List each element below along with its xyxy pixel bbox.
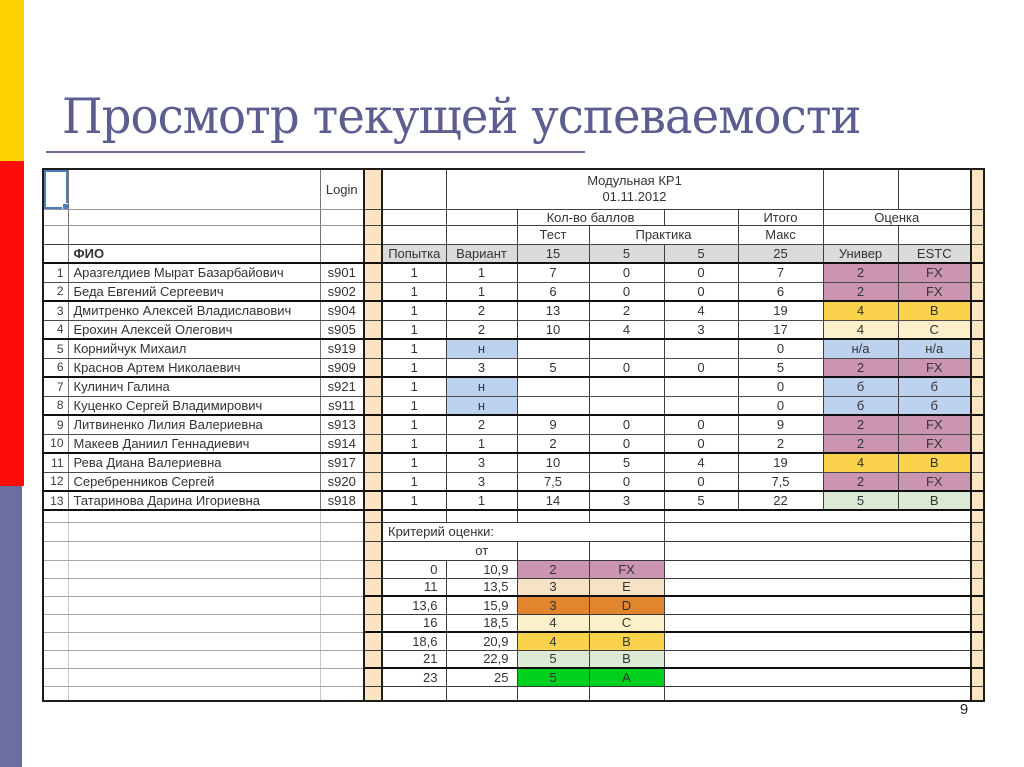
accent-bar-red (0, 161, 24, 486)
student-name-cell: Корнийчук Михаил (68, 339, 320, 358)
test-score-cell: 10 (517, 453, 589, 472)
row-number-cell: 8 (43, 396, 68, 415)
criteria-grade-cell: 4 (517, 632, 589, 650)
selected-cell (43, 169, 68, 209)
variant-cell: н (446, 396, 517, 415)
test-score-cell: 10 (517, 320, 589, 339)
criteria-letter-cell: A (589, 668, 664, 686)
variant-cell: 2 (446, 320, 517, 339)
spacer-cell (971, 434, 984, 453)
row-number-cell: 12 (43, 472, 68, 491)
spacer-cell (364, 472, 382, 491)
empty-cell (68, 169, 320, 209)
criteria-letter-cell: FX (589, 560, 664, 578)
points-header-row (43, 209, 984, 225)
student-name-cell: Рева Диана Валериевна (68, 453, 320, 472)
variant-cell: н (446, 339, 517, 358)
spacer-cell (971, 282, 984, 301)
spacer-cell (364, 686, 382, 701)
login-cell: s909 (320, 358, 364, 377)
student-row (43, 320, 984, 339)
spacer-cell (364, 632, 382, 650)
practice1-score-cell: 0 (589, 434, 664, 453)
attempt-cell: 1 (382, 282, 446, 301)
test-score-cell: 6 (517, 282, 589, 301)
spacer-cell (364, 434, 382, 453)
practice1-max: 5 (589, 244, 664, 263)
spacer-cell (971, 578, 984, 596)
spacer-cell (364, 263, 382, 282)
spacer-cell (364, 320, 382, 339)
practice1-score-cell (589, 377, 664, 396)
sheet-footer-rows (43, 686, 984, 701)
practice2-max: 5 (664, 244, 738, 263)
login-cell: s921 (320, 377, 364, 396)
test-score-cell (517, 377, 589, 396)
variant-cell: 1 (446, 263, 517, 282)
univer-grade-cell: 4 (823, 320, 898, 339)
practice2-score-cell (664, 339, 738, 358)
criteria-grade-cell: 4 (517, 614, 589, 632)
criteria-from-label: от (382, 541, 517, 560)
spacer-cell (364, 510, 382, 522)
login-cell: s901 (320, 263, 364, 282)
spacer-cell (971, 339, 984, 358)
spacer-cell (971, 396, 984, 415)
practice1-score-cell: 4 (589, 320, 664, 339)
max-header: Макс (738, 225, 823, 244)
student-name-cell: Татаринова Дарина Игориевна (68, 491, 320, 510)
criteria-from-cell: 21 (382, 650, 446, 668)
attempt-cell: 1 (382, 263, 446, 282)
criteria-grade-cell: 3 (517, 596, 589, 614)
row-number-cell: 9 (43, 415, 68, 434)
spreadsheet-screenshot (42, 168, 985, 702)
spacer-cell (364, 453, 382, 472)
spacer-cell (364, 541, 382, 560)
test-header: Тест (517, 225, 589, 244)
total-score-cell: 7,5 (738, 472, 823, 491)
row-number-cell: 2 (43, 282, 68, 301)
spacer-cell (364, 491, 382, 510)
spacer-cell (971, 358, 984, 377)
criteria-row (43, 596, 984, 614)
attempt-cell: 1 (382, 377, 446, 396)
spacer-cell (971, 614, 984, 632)
attempt-cell: 1 (382, 472, 446, 491)
spacer-cell (971, 510, 984, 522)
row-number-cell: 13 (43, 491, 68, 510)
spacer-cell (971, 301, 984, 320)
total-score-cell: 9 (738, 415, 823, 434)
practice2-score-cell (664, 396, 738, 415)
practice2-score-cell: 0 (664, 415, 738, 434)
variant-cell: н (446, 377, 517, 396)
spacer-cell (971, 263, 984, 282)
estc-grade-cell: FX (898, 434, 971, 453)
practice2-score-cell (664, 377, 738, 396)
student-row (43, 415, 984, 434)
title-underline (46, 151, 585, 153)
sheet-header-rows (43, 169, 984, 263)
spacer-cell (364, 169, 382, 209)
practice1-score-cell (589, 339, 664, 358)
practice2-score-cell: 0 (664, 358, 738, 377)
spacer-cell (971, 541, 984, 560)
practice1-score-cell: 3 (589, 491, 664, 510)
variant-cell: 1 (446, 491, 517, 510)
practice1-score-cell: 0 (589, 358, 664, 377)
module-date: 01.11.2012 (602, 189, 667, 205)
row-number-cell: 6 (43, 358, 68, 377)
total-score-cell: 17 (738, 320, 823, 339)
test-score-cell: 14 (517, 491, 589, 510)
criteria-to-cell: 18,5 (446, 614, 517, 632)
student-row (43, 396, 984, 415)
estc-grade-cell: B (898, 491, 971, 510)
test-max: 15 (517, 244, 589, 263)
spacer-cell (971, 491, 984, 510)
student-name-cell: Макеев Даниил Геннадиевич (68, 434, 320, 453)
module-header-row (43, 169, 984, 209)
criteria-label-row (43, 522, 984, 541)
row-number-cell: 11 (43, 453, 68, 472)
test-score-cell: 9 (517, 415, 589, 434)
criteria-row (43, 578, 984, 596)
variant-cell: 3 (446, 453, 517, 472)
estc-grade-cell: н/а (898, 339, 971, 358)
spacer-cell (364, 377, 382, 396)
spacer-cell (971, 668, 984, 686)
attempt-cell: 1 (382, 320, 446, 339)
criteria-row (43, 650, 984, 668)
practice2-score-cell: 4 (664, 301, 738, 320)
univer-grade-cell: н/а (823, 339, 898, 358)
test-score-cell: 7 (517, 263, 589, 282)
spacer-cell (971, 650, 984, 668)
empty-row (43, 686, 984, 701)
criteria-from-cell: 18,6 (382, 632, 446, 650)
practice1-score-cell: 0 (589, 282, 664, 301)
univer-grade-cell: 2 (823, 415, 898, 434)
empty-cell (382, 169, 446, 209)
variant-cell: 2 (446, 415, 517, 434)
practice1-score-cell: 2 (589, 301, 664, 320)
row-number-cell: 3 (43, 301, 68, 320)
univer-grade-cell: б (823, 377, 898, 396)
estc-grade-cell: FX (898, 472, 971, 491)
login-header: Login (320, 169, 364, 209)
criteria-from-cell: 16 (382, 614, 446, 632)
univer-grade-cell: б (823, 396, 898, 415)
login-cell: s905 (320, 320, 364, 339)
attempt-cell: 1 (382, 301, 446, 320)
total-score-cell: 5 (738, 358, 823, 377)
spacer-cell (364, 244, 382, 263)
row-number-cell: 1 (43, 263, 68, 282)
empty-row (43, 510, 984, 522)
cell-selection-border (44, 170, 68, 209)
spacer-cell (971, 225, 984, 244)
criteria-from-cell: 0 (382, 560, 446, 578)
slide-title: Просмотр текущей успеваемости (62, 88, 861, 145)
criteria-rows (43, 560, 984, 686)
criteria-grade-cell: 5 (517, 668, 589, 686)
student-name-cell: Серебренников Сергей (68, 472, 320, 491)
spacer-cell (364, 578, 382, 596)
test-score-cell: 5 (517, 358, 589, 377)
practice1-score-cell: 0 (589, 415, 664, 434)
estc-header: ESTC (898, 244, 971, 263)
login-cell: s917 (320, 453, 364, 472)
variant-cell: 1 (446, 282, 517, 301)
student-row (43, 472, 984, 491)
spacer-cell (971, 453, 984, 472)
student-name-cell: Ерохин Алексей Олегович (68, 320, 320, 339)
criteria-from-cell: 13,6 (382, 596, 446, 614)
student-name-cell: Куценко Сергей Владимирович (68, 396, 320, 415)
variant-header: Вариант (446, 244, 517, 263)
criteria-letter-cell: E (589, 578, 664, 596)
spacer-cell (971, 560, 984, 578)
attempt-cell: 1 (382, 491, 446, 510)
spacer-cell (971, 415, 984, 434)
estc-grade-cell: C (898, 320, 971, 339)
spacer-cell (971, 632, 984, 650)
criteria-letter-cell: B (589, 650, 664, 668)
student-row (43, 434, 984, 453)
total-max: 25 (738, 244, 823, 263)
criteria-grade-cell: 3 (517, 578, 589, 596)
spacer-cell (971, 169, 984, 209)
points-header: Кол-во баллов (517, 209, 664, 225)
estc-grade-cell: б (898, 377, 971, 396)
login-cell: s913 (320, 415, 364, 434)
univer-grade-cell: 2 (823, 472, 898, 491)
attempt-cell: 1 (382, 453, 446, 472)
spacer-cell (364, 396, 382, 415)
login-cell: s918 (320, 491, 364, 510)
practice2-score-cell: 0 (664, 434, 738, 453)
spacer-cell (364, 596, 382, 614)
estc-grade-cell: FX (898, 282, 971, 301)
test-score-cell: 7,5 (517, 472, 589, 491)
attempt-cell: 1 (382, 415, 446, 434)
row-number-cell: 7 (43, 377, 68, 396)
total-score-cell: 0 (738, 339, 823, 358)
spacer-cell (971, 686, 984, 701)
criteria-grade-cell: 2 (517, 560, 589, 578)
variant-cell: 3 (446, 358, 517, 377)
grades-table (42, 168, 985, 702)
student-name-cell: Литвиненко Лилия Валериевна (68, 415, 320, 434)
spacer-cell (971, 320, 984, 339)
student-name-cell: Аразгелдиев Мырат Базарбайович (68, 263, 320, 282)
login-cell: s902 (320, 282, 364, 301)
criteria-row (43, 560, 984, 578)
estc-grade-cell: FX (898, 415, 971, 434)
criteria-row (43, 668, 984, 686)
column-headers-row (43, 244, 984, 263)
practice1-score-cell: 0 (589, 263, 664, 282)
total-score-cell: 19 (738, 301, 823, 320)
univer-grade-cell: 5 (823, 491, 898, 510)
criteria-from-cell: 11 (382, 578, 446, 596)
criteria-to-cell: 15,9 (446, 596, 517, 614)
criteria-to-cell: 20,9 (446, 632, 517, 650)
student-row (43, 358, 984, 377)
student-row (43, 282, 984, 301)
criteria-row (43, 632, 984, 650)
student-name-cell: Краснов Артем Николаевич (68, 358, 320, 377)
criteria-to-cell: 13,5 (446, 578, 517, 596)
spacer-cell (364, 522, 382, 541)
total-score-cell: 2 (738, 434, 823, 453)
test-score-cell: 13 (517, 301, 589, 320)
practice1-score-cell: 5 (589, 453, 664, 472)
criteria-from-cell: 23 (382, 668, 446, 686)
student-name-cell: Дмитренко Алексей Владиславович (68, 301, 320, 320)
spacer-cell (364, 339, 382, 358)
accent-bar-yellow (0, 0, 24, 161)
total-score-cell: 19 (738, 453, 823, 472)
variant-cell: 3 (446, 472, 517, 491)
spacer-cell (971, 244, 984, 263)
student-name-cell: Беда Евгений Сергеевич (68, 282, 320, 301)
spacer-cell (364, 668, 382, 686)
estc-grade-cell: FX (898, 358, 971, 377)
practice2-score-cell: 5 (664, 491, 738, 510)
criteria-letter-cell: C (589, 614, 664, 632)
student-row (43, 377, 984, 396)
login-cell: s919 (320, 339, 364, 358)
spacer-cell (971, 596, 984, 614)
student-row (43, 491, 984, 510)
univer-grade-cell: 4 (823, 301, 898, 320)
login-cell: s911 (320, 396, 364, 415)
module-title-cell (446, 169, 823, 209)
practice1-score-cell (589, 396, 664, 415)
test-score-cell (517, 396, 589, 415)
student-name-cell: Кулинич Галина (68, 377, 320, 396)
spacer-cell (364, 614, 382, 632)
login-cell: s904 (320, 301, 364, 320)
spacer-cell (971, 522, 984, 541)
practice-header: Практика (589, 225, 738, 244)
total-score-cell: 0 (738, 396, 823, 415)
spacer-cell (971, 472, 984, 491)
practice2-score-cell: 3 (664, 320, 738, 339)
accent-bar-purple (0, 486, 22, 767)
student-row (43, 301, 984, 320)
criteria-grade-cell: 5 (517, 650, 589, 668)
test-score-cell: 2 (517, 434, 589, 453)
spacer-cell (971, 209, 984, 225)
student-rows (43, 263, 984, 510)
estc-grade-cell: B (898, 453, 971, 472)
estc-grade-cell: б (898, 396, 971, 415)
practice2-score-cell: 4 (664, 453, 738, 472)
login-cell: s920 (320, 472, 364, 491)
spacer-cell (364, 282, 382, 301)
module-title: Модульная КР1 (587, 173, 682, 189)
spacer-cell (364, 560, 382, 578)
attempt-cell: 1 (382, 434, 446, 453)
criteria-letter-cell: D (589, 596, 664, 614)
test-score-cell (517, 339, 589, 358)
univer-grade-cell: 4 (823, 453, 898, 472)
test-practice-header-row (43, 225, 984, 244)
criteria-section (43, 510, 984, 560)
spacer-cell (364, 358, 382, 377)
selection-fill-handle (62, 203, 69, 210)
univer-grade-cell: 2 (823, 263, 898, 282)
univer-header: Универ (823, 244, 898, 263)
spacer-cell (364, 225, 382, 244)
spacer-cell (971, 377, 984, 396)
total-score-cell: 22 (738, 491, 823, 510)
practice1-score-cell: 0 (589, 472, 664, 491)
row-number-cell: 10 (43, 434, 68, 453)
empty-cell (898, 169, 971, 209)
estc-grade-cell: FX (898, 263, 971, 282)
criteria-to-cell: 22,9 (446, 650, 517, 668)
fio-header: ФИО (68, 244, 320, 263)
grade-header: Оценка (823, 209, 971, 225)
student-row (43, 453, 984, 472)
empty-cell (823, 169, 898, 209)
student-row (43, 339, 984, 358)
spacer-cell (364, 301, 382, 320)
spacer-cell (364, 209, 382, 225)
practice2-score-cell: 0 (664, 282, 738, 301)
criteria-to-cell: 10,9 (446, 560, 517, 578)
variant-cell: 1 (446, 434, 517, 453)
login-cell: s914 (320, 434, 364, 453)
attempt-cell: 1 (382, 339, 446, 358)
practice2-score-cell: 0 (664, 472, 738, 491)
total-score-cell: 7 (738, 263, 823, 282)
criteria-row (43, 614, 984, 632)
criteria-letter-cell: B (589, 632, 664, 650)
criteria-from-row (43, 541, 984, 560)
spacer-cell (364, 650, 382, 668)
student-row (43, 263, 984, 282)
practice2-score-cell: 0 (664, 263, 738, 282)
univer-grade-cell: 2 (823, 434, 898, 453)
univer-grade-cell: 2 (823, 358, 898, 377)
criteria-to-cell: 25 (446, 668, 517, 686)
page-number: 9 (959, 701, 969, 718)
spacer-cell (364, 415, 382, 434)
total-score-cell: 0 (738, 377, 823, 396)
variant-cell: 2 (446, 301, 517, 320)
row-number-cell: 5 (43, 339, 68, 358)
row-number-cell: 4 (43, 320, 68, 339)
estc-grade-cell: B (898, 301, 971, 320)
attempt-cell: 1 (382, 358, 446, 377)
attempt-cell: 1 (382, 396, 446, 415)
criteria-label: Критерий оценки: (382, 522, 664, 541)
univer-grade-cell: 2 (823, 282, 898, 301)
total-score-cell: 6 (738, 282, 823, 301)
attempt-header: Попытка (382, 244, 446, 263)
total-header: Итого (738, 209, 823, 225)
